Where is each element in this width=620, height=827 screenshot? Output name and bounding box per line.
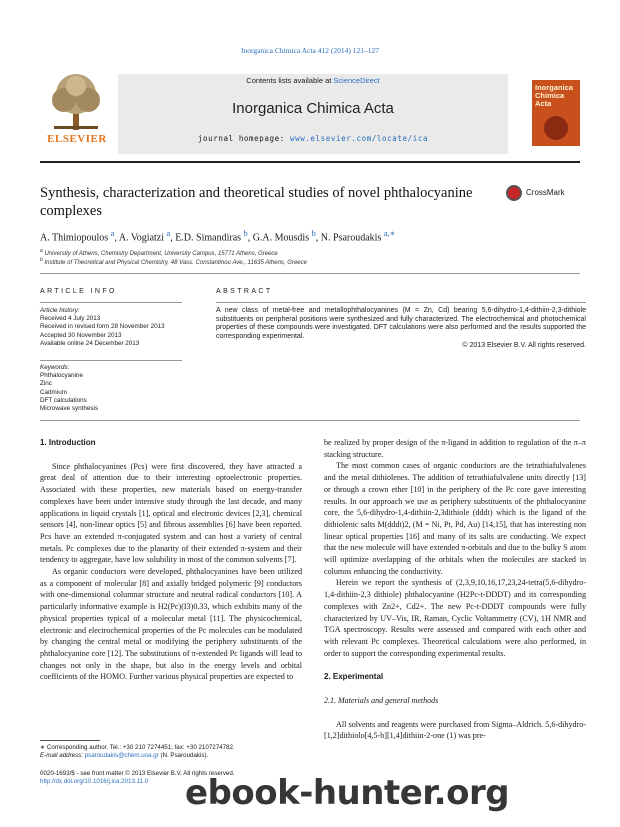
abstract-rule <box>216 302 586 303</box>
journal-citation[interactable]: Inorganica Chimica Acta 412 (2014) 121–127 <box>241 46 379 55</box>
email-link[interactable]: psaroudakis@chem.uoa.gr <box>84 752 159 759</box>
author-affiliation-mark[interactable]: b <box>243 229 248 238</box>
crossmark-icon <box>506 185 522 201</box>
journal-banner <box>118 74 508 154</box>
history-item: Received in revised form 28 November 2013 <box>40 323 165 331</box>
keyword-item: Zinc <box>40 380 52 388</box>
keyword-item: Cadmium <box>40 388 67 396</box>
corresponding-author-note: ∗ Corresponding author. Tel.: +30 210 7274451; fax: +30 2107274782. <box>40 744 235 751</box>
cover-title: Inorganica Chimica Acta <box>535 83 573 108</box>
article-title: Synthesis, characterization and theoretical studies of novel phthalocyanine complexes <box>40 185 473 219</box>
email-note: E-mail address: psaroudakis@chem.uoa.gr (N. Psaroudakis). <box>40 752 209 759</box>
affiliation-b: $^b$ Institute of Theoretical and Physical Chemistry, 48 Vass. Constantinou Ave., 11635 Athens, Greece <box>40 257 307 266</box>
experimental-paragraph-1: All solvents and reagents were purchased from Sigma–Aldrich. 5,6-dihydro-[1,2]dithiolo[4,5-b][1,4]dithiin-2-one (1) was pre- <box>324 719 586 741</box>
contents-line: Contents lists available at ScienceDirect <box>246 76 380 85</box>
article-history <box>40 307 190 348</box>
keyword-item: Microwave synthesis <box>40 405 99 413</box>
sciencedirect-link[interactable]: ScienceDirect <box>333 76 380 85</box>
cover-art-icon <box>544 116 568 140</box>
journal-cover <box>532 80 580 146</box>
author-list: A. Thimiopoulos $^a$, A. Vogiatzi $^a$, E.D. Simandiras $^b$, G.A. Mousdis $^b$, N. Psaroudakis $^{a,∗}$ <box>40 229 396 244</box>
abstract-copyright: © 2013 Elsevier B.V. All rights reserved. <box>462 341 586 349</box>
author-affiliation-mark[interactable]: a,∗ <box>383 229 396 238</box>
abstract-text: A new class of metal-free and metallophthalocyanines (M = Zn, Cd) bearing 5,6-dihydro-1,4-dithiin-2,3-dithiole substituents on peripheral positions were synthesized and fully characterized. The electrochemical and photochemical properties of these compounds were investigated. DFT calculations were also performed and the results supported the corresponding experimental. <box>216 307 586 341</box>
intro-paragraph-2: As organic conductors were developed, phthalocyanines have been utilized as a component of molecular [8] and axially bridged polymeric [9] conductors with one-dimensional columnar structure and neutral radical conductors [10]. A particularly informative example is H2(Pc)(I3)0.33, which exhibits many of the physical properties typical of a molecular metal [11]. The physicochemical, electronic and electrochemical properties of the Pc molecules can be modulated by changing the central metal or modifying the periphery substituents of the phthalocyanine core [12]. The substitutions of π-extended Pc ligands will lead to changes not only in the shape, but also in the energy levels and orbital coefficients of the HOMO. Further various physical properties are expected to <box>40 567 302 682</box>
elsevier-wordmark: ELSEVIER <box>47 133 107 145</box>
article-info-rule <box>40 302 182 303</box>
history-item: Available online 24 December 2013 <box>40 339 140 347</box>
intro-paragraph-1: Since phthalocyanines (Pcs) were first discovered, they have attracted a great deal of attention due to their interesting optoelectronic properties. Associated with these properties, new materials based on energy-transfer complexes have been under intensive study through the last decade, and many applications in liquid crystals [1], optical and electronic devices [2,3], chemical sensors [4], non-linear optics [5] and fibrous assemblies [6] have been reported. Pcs have an extended π-conjugated system and can host a variety of central metals. Pc complexes due to the planarity of their extended π-system and their tendency to aggregate, have low solubility in most of the common solvents [7]. <box>40 461 302 565</box>
intro-paragraph-4: Herein we report the synthesis of (2,3,9,10,16,17,23,24-tetra(5,6-dihydro-1,4-dithiin-2,3 dithiole) phthalocyanine (H2Pc-t-DDDT) and its corresponding complexes with Zn2+, Cd2+. The new Pc-t-DDDT compounds were fully characterized by UV–Vis, IR, Raman, Cyclic Voltammetry (CV), 1H NMR and TGA spectroscopy. Results were assessed and compared with each other and with relevant Pc complexes. Theoretical calculations were also performed, in order to support the corresponding experimental results. <box>324 578 586 658</box>
keywords-label: Keywords: <box>40 364 70 371</box>
author-name: A. Thimiopoulos <box>40 232 109 244</box>
history-label: Article history: <box>40 307 80 314</box>
history-item: Received 4 July 2013 <box>40 315 101 323</box>
left-column <box>40 437 302 683</box>
author-name: N. Psaroudakis <box>320 232 382 244</box>
crossmark-label: CrossMark <box>526 188 565 197</box>
author-name: G.A. Mousdis <box>252 232 310 244</box>
author-affiliation-mark[interactable]: a <box>110 229 115 238</box>
abstract-bottom-rule <box>40 420 580 421</box>
footnote-divider <box>40 740 100 741</box>
history-item: Accepted 30 November 2013 <box>40 331 122 339</box>
elsevier-tree-icon <box>40 70 112 142</box>
author-name: A. Vogiatzi <box>118 232 164 244</box>
keywords <box>40 364 190 413</box>
issn-line: 0020-1693/$ - see front matter © 2013 Elsevier B.V. All rights reserved. <box>40 770 235 777</box>
author-affiliation-mark[interactable]: b <box>311 229 316 238</box>
keyword-item: DFT calculations <box>40 396 87 404</box>
header-divider <box>40 161 580 163</box>
section-heading-introduction: 1. Introduction <box>40 438 96 447</box>
watermark-text: ebook-hunter.org <box>185 773 510 813</box>
journal-header <box>40 70 580 160</box>
crossmark-badge[interactable] <box>506 185 586 205</box>
intro-paragraph-continued: be realized by proper design of the π-ligand in addition to regulation of the π–π stacking structure. <box>324 438 586 459</box>
elsevier-logo <box>40 70 112 160</box>
journal-name: Inorganica Chimica Acta <box>232 100 394 117</box>
abstract-body <box>216 307 586 351</box>
subsection-heading-materials: 2.1. Materials and general methods <box>324 696 439 706</box>
affiliation-a: $^a$ University of Athens, Chemistry Department, University Campus, 15771 Athens, Greece <box>40 248 278 257</box>
intro-paragraph-3: The most common cases of organic conductors are the tetrathiafulvalenes and the metal dithiolenes. The addition of tetrathiafulvalene units directly [13] or through a crown ether [10] in the periphery of the Pc core gave interesting results. In our approach we use as periphery substituents of the phthalocyanine core, the 5,6-dihydro-1,4-dithiin-2,3dithiole (dddt) which is the ligand of the dithiolenic salts M(dddt)2, (M = Ni, Pt, Pd, Au) [14,15], that has interesting non linear optical properties [16] and many of its salts are conducting. We expect that the new molecule will have extended π-orbitals and due to the bulky S atom will optimize overlapping of the orbitals when the molecules are stacked in columns enhancing the conductivity. <box>324 461 586 576</box>
abstract-heading: ABSTRACT <box>216 288 273 295</box>
homepage-link[interactable]: www.elsevier.com/locate/ica <box>289 134 429 143</box>
doi-link[interactable]: http://dx.doi.org/10.1016/j.ica.2013.11.0 <box>40 778 149 785</box>
journal-homepage: journal homepage: www.elsevier.com/locate/ica <box>197 134 429 143</box>
keyword-item: Phthalocyanine <box>40 372 84 380</box>
section-heading-experimental: 2. Experimental <box>324 672 384 682</box>
footnotes <box>40 744 302 760</box>
right-column <box>324 437 586 742</box>
section-divider <box>40 273 580 274</box>
author-affiliation-mark[interactable]: a <box>166 229 171 238</box>
history-rule <box>40 360 182 361</box>
article-info-heading: ARTICLE INFO <box>40 288 117 295</box>
author-name: E.D. Simandiras <box>175 232 242 244</box>
